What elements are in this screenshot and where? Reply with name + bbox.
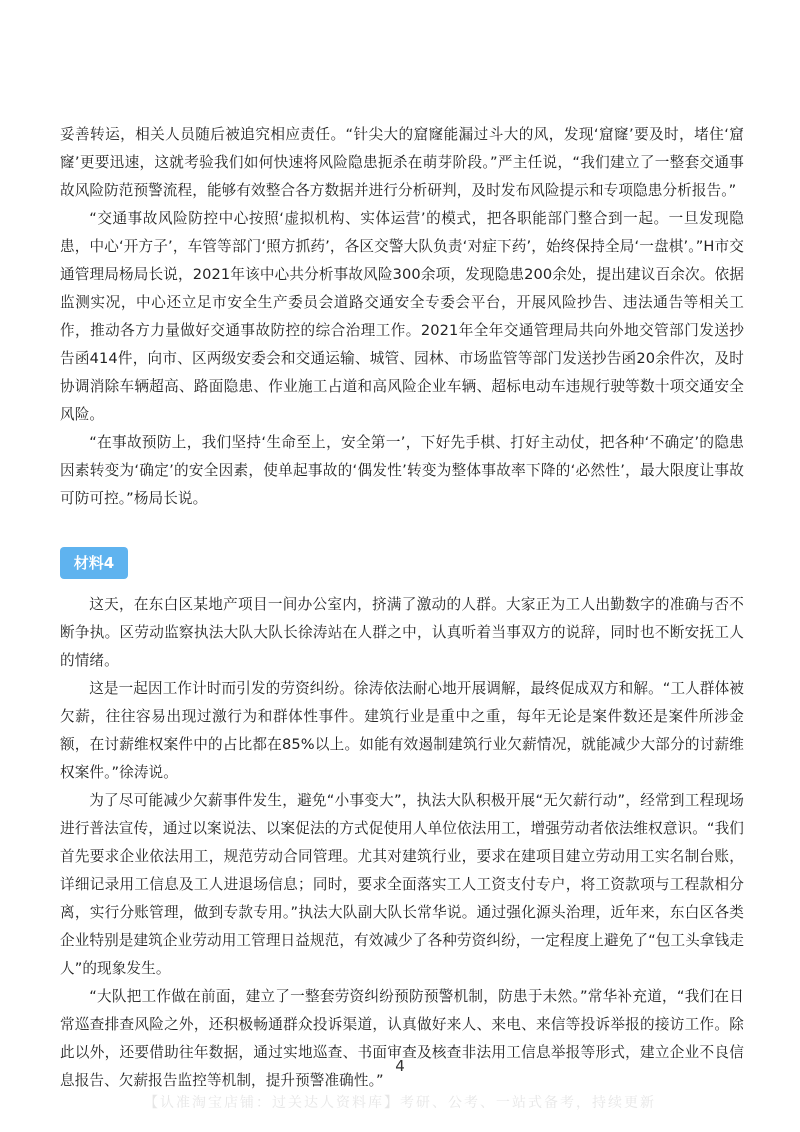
material-3-continuation xyxy=(60,121,744,513)
paragraph: “大队把工作做在前面，建立了一整套劳资纠纷预防预警机制，防患于未然。”常华补充道，“我们在日常巡查排查风险之外，还积极畅通群众投诉渠道，认真做好来人、来电、来信等投诉举报的接访工作。除此以外，还要借助往年数据，通过实地巡查、书面审查及核查非法用工信息举报等形式，建立企业不良信息报告、欠薪报告监控等机制，提升预警准确性。” xyxy=(60,988,744,1089)
paragraph: 为了尽可能减少欠薪事件发生，避免“小事变大”，执法大队积极开展“无欠薪行动”，经常到工程现场进行普法宣传，通过以案说法、以案促法的方式促使用人单位依法用工，增强劳动者依法维权意识。“我们首先要求企业依法用工，规范劳动合同管理。尤其对建筑行业，要求在建项目建立劳动用工实名制台账，详细记录用工信息及工人进退场信息；同时，要求全面落实工人工资支付专户，将工资款项与工程款相分离，实行分账管理，做到专款专用。”执法大队副大队长常华说。通过强化源头治理，近年来，东白区各类企业特别是建筑企业劳动用工管理日益规范，有效减少了各种劳资纠纷，一定程度上避免了“包工头拿钱走人”的现象发生。 xyxy=(60,792,744,977)
section-tag: 材料4 xyxy=(60,547,128,579)
paragraph: 这天，在东白区某地产项目一间办公室内，挤满了激动的人群。大家正为工人出勤数字的准确与否不断争执。区劳动监察执法大队大队长徐涛站在人群之中，认真听着当事双方的说辞，同时也不断安抚工人的情绪。 xyxy=(60,596,744,669)
paragraph: 这是一起因工作计时而引发的劳资纠纷。徐涛依法耐心地开展调解，最终促成双方和解。“工人群体被欠薪，往往容易出现过激行为和群体性事件。建筑行业是重中之重，每年无论是案件数还是案件所涉金额，在讨薪维权案件中的占比都在85%以上。如能有效遏制建筑行业欠薪情况，就能减少大部分的讨薪维权案件。”徐涛说。 xyxy=(60,680,744,781)
footer-watermark: 【认准淘宝店铺：过关达人资料库】考研、公考、一站式备考，持续更新 xyxy=(144,1095,656,1111)
page-number: 4 xyxy=(395,1057,405,1075)
paragraph: “在事故预防上，我们坚持‘生命至上，安全第一’，下好先手棋、打好主动仗，把各种‘不确定’的隐患因素转变为‘确定’的安全因素，使单起事故的‘偶发性’转变为整体事故率下降的‘必然性’，最大限度让事故可防可控。”杨局长说。 xyxy=(60,434,744,507)
material-4-body xyxy=(60,591,744,1095)
paragraph: “交通事故风险防控中心按照‘虚拟机构、实体运营’的模式，把各职能部门整合到一起。一旦发现隐患，中心‘开方子’，车管等部门‘照方抓药’，各区交警大队负责‘对症下药’，始终保持全局‘一盘棋’。”H市交通管理局杨局长说，2021年该中心共分析事故风险300余项，发现隐患200余处，提出建议百余次。依据监测实况，中心还立足市安全生产委员会道路交通安全专委会平台，开展风险抄告、违法通告等相关工作，推动各方力量做好交通事故防控的综合治理工作。2021年全年交通管理局共向外地交管部门发送抄告函414件，向市、区两级安委会和交通运输、城管、园林、市场监管等部门发送抄告函20余件次，及时协调消除车辆超高、路面隐患、作业施工占道和高风险企业车辆、超标电动车违规行驶等数十项交通安全风险。 xyxy=(60,210,744,423)
paragraph: 妥善转运，相关人员随后被追究相应责任。“针尖大的窟窿能漏过斗大的风，发现‘窟窿’要及时，堵住‘窟窿’更要迅速，这就考验我们如何快速将风险隐患扼杀在萌芽阶段。”严主任说，“我们建立了一整套交通事故风险防范预警流程，能够有效整合各方数据并进行分析研判，及时发布风险提示和专项隐患分析报告。” xyxy=(60,126,744,199)
